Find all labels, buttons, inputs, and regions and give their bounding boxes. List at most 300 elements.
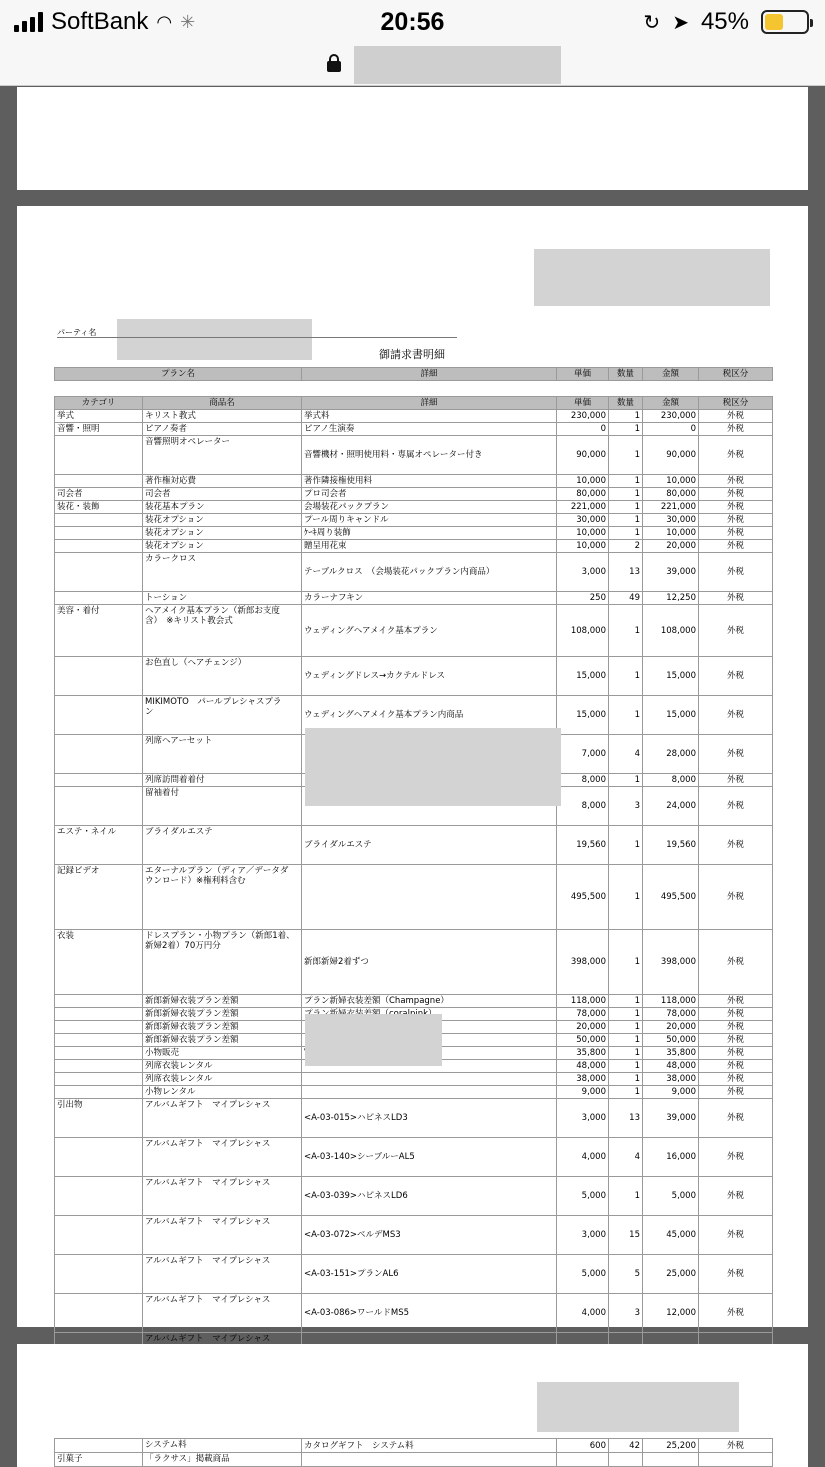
unit-price-cell: 38,000 bbox=[557, 1073, 609, 1086]
product-cell: 列席ヘアーセット bbox=[143, 735, 302, 774]
qty-cell: 1 bbox=[609, 1008, 643, 1021]
redacted-header-box bbox=[537, 1382, 739, 1432]
category-cell bbox=[55, 1034, 143, 1047]
col-qty: 数量 bbox=[609, 368, 643, 381]
qty-cell: 15 bbox=[609, 1216, 643, 1255]
table-row bbox=[55, 540, 773, 553]
qty-cell: 1 bbox=[609, 501, 643, 514]
product-cell: 列席衣装レンタル bbox=[143, 1060, 302, 1073]
category-cell: 引出物 bbox=[55, 1099, 143, 1138]
tax-cell: 外税 bbox=[699, 501, 773, 514]
unit-price-cell: 398,000 bbox=[557, 930, 609, 995]
table-row bbox=[55, 592, 773, 605]
tax-cell bbox=[699, 1453, 773, 1467]
product-cell: カラークロス bbox=[143, 553, 302, 592]
category-cell bbox=[55, 1073, 143, 1086]
amount-cell: 0 bbox=[643, 423, 699, 436]
lock-icon bbox=[327, 54, 341, 72]
qty-cell: 1 bbox=[609, 1060, 643, 1073]
category-cell bbox=[55, 735, 143, 774]
product-cell: 装花オプション bbox=[143, 527, 302, 540]
amount-cell: 12,000 bbox=[643, 1294, 699, 1333]
detail-cell: <A-03-015>ハピネスLD3 bbox=[302, 1099, 557, 1138]
tax-cell: 外税 bbox=[699, 787, 773, 826]
tax-cell: 外税 bbox=[699, 527, 773, 540]
product-cell: ヘアメイク基本プラン（新郎お支度 含） ※キリスト教会式 bbox=[143, 605, 302, 657]
tax-cell: 外税 bbox=[699, 1047, 773, 1060]
unit-price-cell: 250 bbox=[557, 592, 609, 605]
product-cell: アルバムギフト マイプレシャス bbox=[143, 1255, 302, 1294]
col-tax: 税区分 bbox=[699, 397, 773, 410]
qty-cell: 1 bbox=[609, 657, 643, 696]
product-cell: エターナルプラン（ディア／データダ ウンロード）※権利料含む bbox=[143, 865, 302, 930]
items-table-continued bbox=[54, 1438, 773, 1467]
unit-price-cell: 15,000 bbox=[557, 657, 609, 696]
amount-cell: 24,000 bbox=[643, 787, 699, 826]
category-cell: 記録ビデオ bbox=[55, 865, 143, 930]
unit-price-cell: 3,000 bbox=[557, 553, 609, 592]
tax-cell: 外税 bbox=[699, 514, 773, 527]
tax-cell: 外税 bbox=[699, 1255, 773, 1294]
amount-cell: 16,000 bbox=[643, 1138, 699, 1177]
category-cell: 衣装 bbox=[55, 930, 143, 995]
category-cell: 装花・装飾 bbox=[55, 501, 143, 514]
tax-cell: 外税 bbox=[699, 657, 773, 696]
product-cell: 新郎新婦衣装プラン差額 bbox=[143, 995, 302, 1008]
detail-cell bbox=[302, 865, 557, 930]
clock: 20:56 bbox=[380, 8, 445, 36]
product-cell: 装花オプション bbox=[143, 540, 302, 553]
qty-cell: 1 bbox=[609, 475, 643, 488]
table-row bbox=[55, 826, 773, 865]
col-tax: 税区分 bbox=[699, 368, 773, 381]
amount-cell: 28,000 bbox=[643, 735, 699, 774]
table-row bbox=[55, 488, 773, 501]
detail-cell bbox=[302, 1086, 557, 1099]
detail-cell: 会場装花パックプラン bbox=[302, 501, 557, 514]
qty-cell: 42 bbox=[609, 1439, 643, 1453]
table-row bbox=[55, 410, 773, 423]
category-cell bbox=[55, 1138, 143, 1177]
product-cell: 装花基本プラン bbox=[143, 501, 302, 514]
amount-cell: 50,000 bbox=[643, 1034, 699, 1047]
detail-cell: プラン新婦衣装差額（Champagne） bbox=[302, 995, 557, 1008]
location-arrow-icon: ➤ bbox=[672, 11, 689, 34]
unit-price-cell: 10,000 bbox=[557, 540, 609, 553]
tax-cell: 外税 bbox=[699, 735, 773, 774]
qty-cell: 1 bbox=[609, 696, 643, 735]
redacted-header-box bbox=[534, 249, 770, 306]
table-row bbox=[55, 475, 773, 488]
qty-cell: 1 bbox=[609, 410, 643, 423]
tax-cell: 外税 bbox=[699, 1008, 773, 1021]
product-cell: 司会者 bbox=[143, 488, 302, 501]
tax-cell: 外税 bbox=[699, 605, 773, 657]
qty-cell: 1 bbox=[609, 423, 643, 436]
redacted-detail-block-1 bbox=[305, 728, 561, 806]
qty-cell: 1 bbox=[609, 865, 643, 930]
amount-cell: 230,000 bbox=[643, 410, 699, 423]
items-table bbox=[54, 396, 773, 1372]
amount-cell: 80,000 bbox=[643, 488, 699, 501]
party-name-underline bbox=[57, 337, 457, 338]
col-amount: 金額 bbox=[643, 368, 699, 381]
unit-price-cell: 4,000 bbox=[557, 1138, 609, 1177]
product-cell: 新郎新婦衣装プラン差額 bbox=[143, 1034, 302, 1047]
amount-cell: 398,000 bbox=[643, 930, 699, 995]
product-cell: 留袖着付 bbox=[143, 787, 302, 826]
product-cell: トーション bbox=[143, 592, 302, 605]
tax-cell: 外税 bbox=[699, 774, 773, 787]
unit-price-cell: 7,000 bbox=[557, 735, 609, 774]
qty-cell: 4 bbox=[609, 1138, 643, 1177]
col-unit-price: 単価 bbox=[557, 397, 609, 410]
detail-cell: ブライダルエステ bbox=[302, 826, 557, 865]
table-row bbox=[55, 865, 773, 930]
table-row bbox=[55, 1086, 773, 1099]
category-cell bbox=[55, 1177, 143, 1216]
tax-cell: 外税 bbox=[699, 1138, 773, 1177]
qty-cell: 1 bbox=[609, 1073, 643, 1086]
table-row bbox=[55, 514, 773, 527]
table-row bbox=[55, 1453, 773, 1467]
product-cell: 列席訪問着着付 bbox=[143, 774, 302, 787]
category-cell bbox=[55, 436, 143, 475]
detail-cell: 新郎新婦2着ずつ bbox=[302, 930, 557, 995]
table-row bbox=[55, 436, 773, 475]
amount-cell: 35,800 bbox=[643, 1047, 699, 1060]
category-cell bbox=[55, 1216, 143, 1255]
table-row bbox=[55, 995, 773, 1008]
qty-cell: 1 bbox=[609, 1047, 643, 1060]
category-cell: 挙式 bbox=[55, 410, 143, 423]
amount-cell bbox=[643, 1453, 699, 1467]
amount-cell: 45,000 bbox=[643, 1216, 699, 1255]
category-cell bbox=[55, 1047, 143, 1060]
table-row bbox=[55, 1294, 773, 1333]
tax-cell: 外税 bbox=[699, 592, 773, 605]
table-row bbox=[55, 1255, 773, 1294]
tax-cell: 外税 bbox=[699, 865, 773, 930]
product-cell: アルバムギフト マイプレシャス bbox=[143, 1177, 302, 1216]
qty-cell: 1 bbox=[609, 605, 643, 657]
amount-cell: 9,000 bbox=[643, 1086, 699, 1099]
redacted-url[interactable] bbox=[354, 46, 561, 84]
amount-cell: 19,560 bbox=[643, 826, 699, 865]
amount-cell: 118,000 bbox=[643, 995, 699, 1008]
battery-icon bbox=[761, 10, 809, 34]
amount-cell: 15,000 bbox=[643, 696, 699, 735]
unit-price-cell: 50,000 bbox=[557, 1034, 609, 1047]
table-row bbox=[55, 501, 773, 514]
status-bar bbox=[0, 0, 825, 44]
amount-cell: 39,000 bbox=[643, 1099, 699, 1138]
tax-cell: 外税 bbox=[699, 1216, 773, 1255]
qty-cell: 2 bbox=[609, 540, 643, 553]
document-title: 御請求書明細 bbox=[379, 348, 445, 361]
product-cell: アルバムギフト マイプレシャス bbox=[143, 1216, 302, 1255]
detail-cell: <A-03-086>ワールドMS5 bbox=[302, 1294, 557, 1333]
qty-cell: 1 bbox=[609, 930, 643, 995]
category-cell: エステ・ネイル bbox=[55, 826, 143, 865]
category-cell bbox=[55, 1294, 143, 1333]
orientation-lock-icon: ↻ bbox=[643, 11, 661, 34]
unit-price-cell: 4,000 bbox=[557, 1294, 609, 1333]
tax-cell: 外税 bbox=[699, 1073, 773, 1086]
detail-cell: ウェディングドレス→カクテルドレス bbox=[302, 657, 557, 696]
amount-cell: 108,000 bbox=[643, 605, 699, 657]
tax-cell: 外税 bbox=[699, 1060, 773, 1073]
product-cell: ブライダルエステ bbox=[143, 826, 302, 865]
product-cell: ピアノ奏者 bbox=[143, 423, 302, 436]
qty-cell: 1 bbox=[609, 488, 643, 501]
amount-cell: 78,000 bbox=[643, 1008, 699, 1021]
qty-cell: 1 bbox=[609, 1034, 643, 1047]
category-cell: 司会者 bbox=[55, 488, 143, 501]
amount-cell: 10,000 bbox=[643, 475, 699, 488]
product-cell: MIKIMOTO パールプレシャスプラ ン bbox=[143, 696, 302, 735]
qty-cell: 49 bbox=[609, 592, 643, 605]
table-row bbox=[55, 930, 773, 995]
qty-cell: 4 bbox=[609, 735, 643, 774]
product-cell: 装花オプション bbox=[143, 514, 302, 527]
tax-cell: 外税 bbox=[699, 1177, 773, 1216]
amount-cell: 38,000 bbox=[643, 1073, 699, 1086]
table-row bbox=[55, 1439, 773, 1453]
amount-cell: 90,000 bbox=[643, 436, 699, 475]
amount-cell: 25,200 bbox=[643, 1439, 699, 1453]
detail-cell: <A-03-072>ベルデMS3 bbox=[302, 1216, 557, 1255]
qty-cell: 1 bbox=[609, 514, 643, 527]
redacted-detail-block-2 bbox=[305, 1014, 442, 1066]
col-unit-price: 単価 bbox=[557, 368, 609, 381]
pdf-page-3 bbox=[17, 1344, 808, 1467]
qty-cell: 3 bbox=[609, 1294, 643, 1333]
unit-price-cell: 20,000 bbox=[557, 1021, 609, 1034]
product-cell: 「ラクサス」掲載商品 bbox=[143, 1453, 302, 1467]
product-cell: アルバムギフト マイプレシャス bbox=[143, 1099, 302, 1138]
unit-price-cell: 3,000 bbox=[557, 1216, 609, 1255]
tax-cell: 外税 bbox=[699, 475, 773, 488]
category-cell: 音響・照明 bbox=[55, 423, 143, 436]
pdf-page-1 bbox=[17, 87, 808, 190]
detail-cell: プロ司会者 bbox=[302, 488, 557, 501]
tax-cell: 外税 bbox=[699, 1294, 773, 1333]
col-category: カテゴリ bbox=[55, 397, 143, 410]
unit-price-cell: 5,000 bbox=[557, 1177, 609, 1216]
qty-cell: 13 bbox=[609, 553, 643, 592]
detail-cell: 挙式料 bbox=[302, 410, 557, 423]
plan-header-table bbox=[54, 367, 773, 381]
tax-cell: 外税 bbox=[699, 930, 773, 995]
detail-cell: <A-03-151>プランAL6 bbox=[302, 1255, 557, 1294]
qty-cell: 1 bbox=[609, 436, 643, 475]
carrier-label: SoftBank bbox=[51, 8, 149, 35]
category-cell bbox=[55, 540, 143, 553]
product-cell: アルバムギフト マイプレシャス bbox=[143, 1333, 302, 1372]
amount-cell: 221,000 bbox=[643, 501, 699, 514]
detail-cell: プール周りキャンドル bbox=[302, 514, 557, 527]
tax-cell: 外税 bbox=[699, 540, 773, 553]
table-row bbox=[55, 553, 773, 592]
tax-cell: 外税 bbox=[699, 1021, 773, 1034]
category-cell bbox=[55, 1255, 143, 1294]
unit-price-cell: 108,000 bbox=[557, 605, 609, 657]
product-cell: 新郎新婦衣装プラン差額 bbox=[143, 1021, 302, 1034]
category-cell bbox=[55, 1008, 143, 1021]
table-row bbox=[55, 1216, 773, 1255]
tax-cell: 外税 bbox=[699, 553, 773, 592]
product-cell: システム料 bbox=[143, 1439, 302, 1453]
amount-cell: 15,000 bbox=[643, 657, 699, 696]
amount-cell: 20,000 bbox=[643, 1021, 699, 1034]
amount-cell: 10,000 bbox=[643, 527, 699, 540]
amount-cell: 495,500 bbox=[643, 865, 699, 930]
unit-price-cell: 10,000 bbox=[557, 475, 609, 488]
tax-cell: 外税 bbox=[699, 696, 773, 735]
unit-price-cell: 90,000 bbox=[557, 436, 609, 475]
col-product: 商品名 bbox=[143, 397, 302, 410]
category-cell bbox=[55, 514, 143, 527]
battery-percent: 45% bbox=[700, 8, 749, 35]
pdf-page-2 bbox=[17, 206, 808, 1344]
detail-cell: ピアノ生演奏 bbox=[302, 423, 557, 436]
amount-cell: 12,250 bbox=[643, 592, 699, 605]
tax-cell: 外税 bbox=[699, 826, 773, 865]
qty-cell: 1 bbox=[609, 1177, 643, 1216]
loading-spinner-icon: ✳ bbox=[180, 11, 196, 32]
category-cell: 美容・着付 bbox=[55, 605, 143, 657]
tax-cell: 外税 bbox=[699, 423, 773, 436]
product-cell: 音響照明オペレーター bbox=[143, 436, 302, 475]
qty-cell: 1 bbox=[609, 527, 643, 540]
detail-cell: テーブルクロス （会場装花パックプラン内商品） bbox=[302, 553, 557, 592]
unit-price-cell: 80,000 bbox=[557, 488, 609, 501]
product-cell: アルバムギフト マイプレシャス bbox=[143, 1138, 302, 1177]
unit-price-cell: 600 bbox=[557, 1439, 609, 1453]
detail-cell: 贈呈用花束 bbox=[302, 540, 557, 553]
category-cell bbox=[55, 1021, 143, 1034]
status-right bbox=[643, 8, 809, 36]
category-cell bbox=[55, 657, 143, 696]
unit-price-cell: 118,000 bbox=[557, 995, 609, 1008]
tax-cell: 外税 bbox=[699, 436, 773, 475]
unit-price-cell: 10,000 bbox=[557, 527, 609, 540]
amount-cell: 5,000 bbox=[643, 1177, 699, 1216]
table-row bbox=[55, 527, 773, 540]
unit-price-cell: 221,000 bbox=[557, 501, 609, 514]
amount-cell: 25,000 bbox=[643, 1255, 699, 1294]
detail-cell: カラーナフキン bbox=[302, 592, 557, 605]
product-cell: キリスト教式 bbox=[143, 410, 302, 423]
amount-cell: 8,000 bbox=[643, 774, 699, 787]
unit-price-cell bbox=[557, 1453, 609, 1467]
qty-cell: 1 bbox=[609, 826, 643, 865]
detail-cell: カタログギフト システム料 bbox=[302, 1439, 557, 1453]
table-row bbox=[55, 1138, 773, 1177]
qty-cell: 1 bbox=[609, 1021, 643, 1034]
product-cell: 著作権対応費 bbox=[143, 475, 302, 488]
col-amount: 金額 bbox=[643, 397, 699, 410]
table-row bbox=[55, 1177, 773, 1216]
unit-price-cell: 78,000 bbox=[557, 1008, 609, 1021]
qty-cell: 5 bbox=[609, 1255, 643, 1294]
unit-price-cell: 495,500 bbox=[557, 865, 609, 930]
product-cell: お色直し（ヘアチェンジ） bbox=[143, 657, 302, 696]
qty-cell: 1 bbox=[609, 774, 643, 787]
detail-cell: 著作隣接権使用料 bbox=[302, 475, 557, 488]
battery-fill bbox=[765, 14, 783, 30]
wifi-icon: ◠ bbox=[156, 11, 173, 32]
product-cell: 小物販売 bbox=[143, 1047, 302, 1060]
unit-price-cell: 5,000 bbox=[557, 1255, 609, 1294]
unit-price-cell: 35,800 bbox=[557, 1047, 609, 1060]
category-cell bbox=[55, 475, 143, 488]
table-row bbox=[55, 423, 773, 436]
unit-price-cell: 8,000 bbox=[557, 774, 609, 787]
qty-cell: 1 bbox=[609, 1086, 643, 1099]
amount-cell: 20,000 bbox=[643, 540, 699, 553]
amount-cell: 30,000 bbox=[643, 514, 699, 527]
tax-cell: 外税 bbox=[699, 1439, 773, 1453]
category-cell bbox=[55, 774, 143, 787]
unit-price-cell: 19,560 bbox=[557, 826, 609, 865]
detail-cell: <A-03-140>シーブルーAL5 bbox=[302, 1138, 557, 1177]
category-cell bbox=[55, 696, 143, 735]
product-cell: 小物レンタル bbox=[143, 1086, 302, 1099]
category-cell bbox=[55, 787, 143, 826]
qty-cell: 13 bbox=[609, 1099, 643, 1138]
qty-cell: 1 bbox=[609, 995, 643, 1008]
unit-price-cell: 48,000 bbox=[557, 1060, 609, 1073]
product-cell: アルバムギフト マイプレシャス bbox=[143, 1294, 302, 1333]
category-cell bbox=[55, 527, 143, 540]
qty-cell bbox=[609, 1453, 643, 1467]
tax-cell: 外税 bbox=[699, 1086, 773, 1099]
table-row bbox=[55, 1073, 773, 1086]
col-detail: 詳細 bbox=[302, 368, 557, 381]
product-cell: 新郎新婦衣装プラン差額 bbox=[143, 1008, 302, 1021]
tax-cell: 外税 bbox=[699, 995, 773, 1008]
detail-cell bbox=[302, 1073, 557, 1086]
category-cell bbox=[55, 1060, 143, 1073]
category-cell: 引菓子 bbox=[55, 1453, 143, 1467]
product-cell: ドレスプラン・小物プラン（新郎1着、 新婦2着）70万円分 bbox=[143, 930, 302, 995]
unit-price-cell: 3,000 bbox=[557, 1099, 609, 1138]
category-cell bbox=[55, 592, 143, 605]
address-bar[interactable] bbox=[0, 44, 825, 86]
category-cell bbox=[55, 1439, 143, 1453]
col-detail: 詳細 bbox=[302, 397, 557, 410]
plan-header-row bbox=[55, 368, 773, 381]
product-cell: 列席衣装レンタル bbox=[143, 1073, 302, 1086]
party-name-label: パーティ名 bbox=[57, 328, 97, 337]
unit-price-cell: 8,000 bbox=[557, 787, 609, 826]
category-cell bbox=[55, 995, 143, 1008]
amount-cell: 39,000 bbox=[643, 553, 699, 592]
col-qty: 数量 bbox=[609, 397, 643, 410]
detail-cell: ｹｰｷ周り装飾 bbox=[302, 527, 557, 540]
category-cell bbox=[55, 1086, 143, 1099]
unit-price-cell: 9,000 bbox=[557, 1086, 609, 1099]
detail-cell: <A-03-039>ハピネスLD6 bbox=[302, 1177, 557, 1216]
unit-price-cell: 230,000 bbox=[557, 410, 609, 423]
tax-cell: 外税 bbox=[699, 1099, 773, 1138]
items-header-row bbox=[55, 397, 773, 410]
detail-cell bbox=[302, 1453, 557, 1467]
category-cell bbox=[55, 553, 143, 592]
table-row bbox=[55, 1099, 773, 1138]
